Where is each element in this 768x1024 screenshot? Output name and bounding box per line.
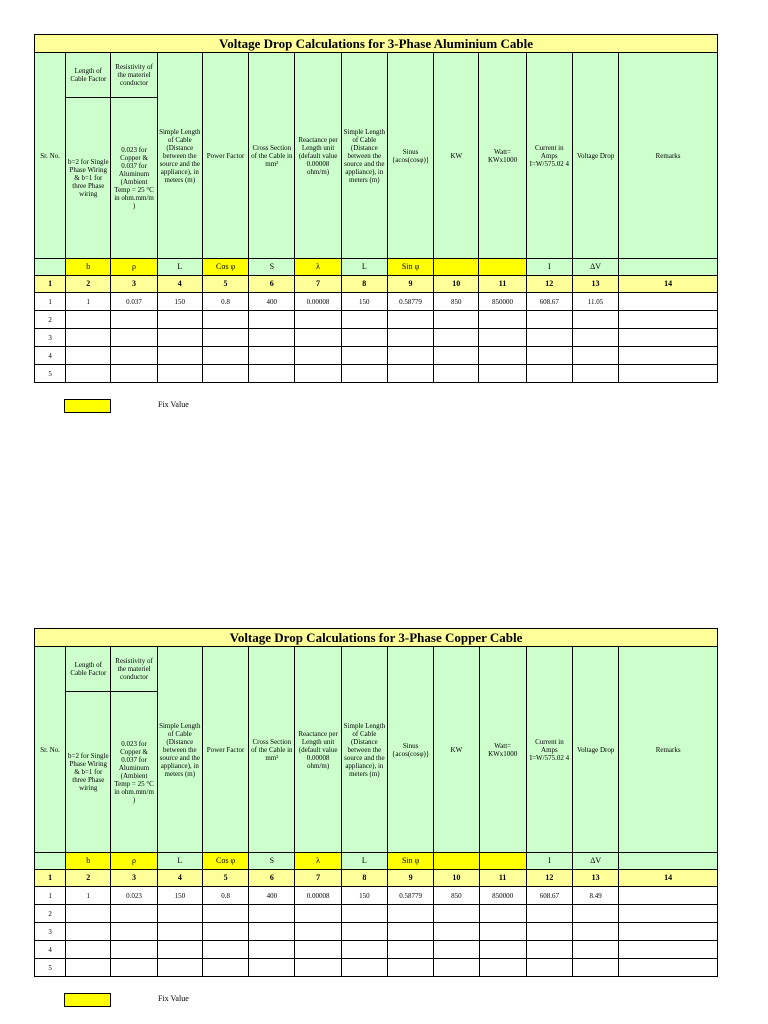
- data-cell[interactable]: [619, 347, 718, 365]
- copper-calc-sheet: [34, 628, 718, 977]
- data-cell[interactable]: [619, 293, 718, 311]
- symbol-cell: Sin φ: [388, 853, 434, 870]
- header-length-factor-detail: b=2 for Single Phase Wiring & b=1 for three Phase wiring: [66, 98, 111, 259]
- data-cell[interactable]: [619, 329, 718, 347]
- legend: [64, 399, 748, 415]
- data-cell[interactable]: [295, 959, 341, 977]
- legend: [64, 993, 748, 1009]
- symbol-cell: I: [526, 259, 572, 276]
- symbol-cell: L: [157, 259, 202, 276]
- header-length-2: Simple Length of Cable (Distance between the source and the appliance), in meters (m): [341, 53, 387, 259]
- data-cell[interactable]: 1: [66, 293, 111, 311]
- legend-label: Fix Value: [158, 400, 189, 409]
- symbol-cell: Cos φ: [202, 259, 248, 276]
- data-cell[interactable]: 608.67: [526, 887, 572, 905]
- data-cell[interactable]: [619, 923, 718, 941]
- data-cell[interactable]: [249, 365, 295, 383]
- data-cell[interactable]: [295, 941, 341, 959]
- header-length-2: Simple Length of Cable (Distance between the source and the appliance), in meters (m): [341, 647, 387, 853]
- data-cell[interactable]: [66, 941, 111, 959]
- data-cell[interactable]: [157, 365, 202, 383]
- row-number: 4: [35, 941, 66, 959]
- data-cell[interactable]: [573, 941, 619, 959]
- data-cell[interactable]: [341, 365, 387, 383]
- aluminium-calc-table: [34, 34, 718, 383]
- data-cell[interactable]: 0.58779: [388, 887, 434, 905]
- header-voltage-drop: Voltage Drop: [573, 647, 619, 853]
- symbol-cell: ρ: [111, 259, 157, 276]
- row-number: 2: [35, 311, 66, 329]
- header-voltage-drop: Voltage Drop: [572, 53, 618, 259]
- data-cell[interactable]: [388, 959, 434, 977]
- data-cell[interactable]: [434, 347, 479, 365]
- header-sr-no: Sr. No.: [35, 647, 66, 853]
- data-cell[interactable]: [111, 905, 157, 923]
- symbol-cell: λ: [295, 853, 341, 870]
- data-cell[interactable]: [387, 311, 433, 329]
- data-cell[interactable]: [295, 311, 341, 329]
- column-number: 2: [66, 870, 111, 887]
- column-number: 5: [202, 870, 248, 887]
- data-cell[interactable]: [202, 311, 248, 329]
- data-cell[interactable]: [387, 365, 433, 383]
- data-cell[interactable]: [434, 923, 479, 941]
- data-cell[interactable]: 150: [341, 293, 387, 311]
- data-cell[interactable]: [479, 941, 526, 959]
- data-cell[interactable]: [111, 959, 157, 977]
- data-cell[interactable]: 850: [434, 293, 479, 311]
- data-cell[interactable]: [66, 347, 111, 365]
- data-cell[interactable]: [573, 923, 619, 941]
- column-number: 2: [66, 276, 111, 293]
- data-cell[interactable]: [434, 311, 479, 329]
- data-cell[interactable]: 608.67: [526, 293, 572, 311]
- data-cell[interactable]: [526, 923, 572, 941]
- table-row: [35, 923, 718, 941]
- symbol-cell: ΔV: [572, 259, 618, 276]
- header-sinus: Sinus {acos(cosφ)}: [388, 647, 434, 853]
- header-power-factor: Power Factor: [202, 53, 248, 259]
- column-number: 12: [526, 276, 572, 293]
- column-number: 8: [341, 276, 387, 293]
- data-cell[interactable]: [479, 923, 526, 941]
- header-kw: KW: [434, 647, 479, 853]
- data-cell[interactable]: [202, 923, 248, 941]
- header-sinus: Sinus {acos(cosφ)}: [387, 53, 433, 259]
- data-cell[interactable]: [202, 365, 248, 383]
- row-number: 4: [35, 347, 66, 365]
- header-current: Current in Amps I=W/575.02 4: [526, 647, 572, 853]
- symbol-cell: L: [341, 259, 387, 276]
- data-cell[interactable]: 0.00008: [295, 887, 341, 905]
- header-resistivity-detail: 0.023 for Copper & 0.037 for Aluminum (Ambient Temp = 25 °C in ohm.mm/m ): [111, 98, 157, 259]
- data-cell[interactable]: [526, 311, 572, 329]
- symbol-cell: Sin φ: [387, 259, 433, 276]
- header-length-factor-detail: b=2 for Single Phase Wiring & b=1 for three Phase wiring: [66, 692, 111, 853]
- table-row: [35, 941, 718, 959]
- data-cell[interactable]: [573, 959, 619, 977]
- fix-value-swatch: [64, 399, 111, 413]
- data-cell[interactable]: [572, 311, 618, 329]
- data-cell[interactable]: 0.8: [202, 887, 248, 905]
- column-number: 3: [111, 870, 157, 887]
- data-cell[interactable]: 0.58779: [387, 293, 433, 311]
- symbol-cell: ρ: [111, 853, 157, 870]
- data-cell[interactable]: [341, 959, 387, 977]
- data-cell[interactable]: 150: [341, 887, 387, 905]
- column-number: 1: [35, 276, 66, 293]
- column-number: 9: [387, 276, 433, 293]
- data-cell[interactable]: [619, 959, 718, 977]
- fix-value-swatch: [64, 993, 111, 1007]
- data-cell[interactable]: [111, 347, 157, 365]
- column-number: 5: [202, 276, 248, 293]
- data-cell[interactable]: [111, 311, 157, 329]
- data-cell[interactable]: 400: [249, 887, 295, 905]
- column-number: 6: [249, 870, 295, 887]
- data-cell[interactable]: [295, 905, 341, 923]
- data-cell[interactable]: 850000: [479, 887, 526, 905]
- data-cell[interactable]: [479, 311, 526, 329]
- header-reactance: Reactance per Length unit (default value 0.00008 ohm/m): [295, 647, 341, 853]
- data-cell[interactable]: [66, 959, 111, 977]
- header-remarks: Remarks: [619, 53, 718, 259]
- header-remarks: Remarks: [619, 647, 718, 853]
- header-current: Current in Amps I=W/575.02 4: [526, 53, 572, 259]
- data-cell[interactable]: [249, 905, 295, 923]
- symbol-cell: λ: [295, 259, 341, 276]
- data-cell[interactable]: [619, 311, 718, 329]
- data-cell[interactable]: 1: [66, 887, 111, 905]
- data-cell[interactable]: [249, 329, 295, 347]
- data-cell[interactable]: 0.023: [111, 887, 157, 905]
- data-cell[interactable]: [526, 347, 572, 365]
- data-cell[interactable]: [66, 905, 111, 923]
- table-row: [35, 887, 718, 905]
- data-cell[interactable]: [66, 365, 111, 383]
- column-number: 7: [295, 276, 341, 293]
- data-cell[interactable]: [249, 923, 295, 941]
- data-cell[interactable]: 8.49: [573, 887, 619, 905]
- data-cell[interactable]: [157, 941, 202, 959]
- data-cell[interactable]: [341, 347, 387, 365]
- data-cell[interactable]: 0.8: [202, 293, 248, 311]
- data-cell[interactable]: [295, 365, 341, 383]
- data-cell[interactable]: [295, 347, 341, 365]
- data-cell[interactable]: [341, 329, 387, 347]
- legend-label: Fix Value: [158, 994, 189, 1003]
- data-cell[interactable]: [479, 329, 526, 347]
- data-cell[interactable]: [66, 311, 111, 329]
- data-cell[interactable]: [249, 959, 295, 977]
- header-resistivity: Resistivity of the materiel conductor: [111, 647, 157, 692]
- header-length-factor: Length of Cable Factor: [66, 53, 111, 98]
- header-length: Simple Length of Cable (Distance between the source and the appliance), in meters (m): [157, 647, 202, 853]
- data-cell[interactable]: [341, 311, 387, 329]
- symbol-cell: [479, 259, 526, 276]
- symbol-cell: [619, 259, 718, 276]
- header-reactance: Reactance per Length unit (default value 0.00008 ohm/m): [295, 53, 341, 259]
- data-cell[interactable]: [295, 923, 341, 941]
- data-cell[interactable]: [572, 329, 618, 347]
- column-number: 14: [619, 276, 718, 293]
- data-cell[interactable]: [202, 347, 248, 365]
- data-cell[interactable]: [202, 329, 248, 347]
- data-cell[interactable]: [341, 923, 387, 941]
- data-cell[interactable]: 1: [35, 887, 66, 905]
- sheet-title: Voltage Drop Calculations for 3-Phase Aluminium Cable: [35, 35, 718, 53]
- data-cell[interactable]: [157, 923, 202, 941]
- column-number: 10: [434, 870, 479, 887]
- column-number: 7: [295, 870, 341, 887]
- data-cell[interactable]: [111, 941, 157, 959]
- data-cell[interactable]: [66, 329, 111, 347]
- data-cell[interactable]: [111, 923, 157, 941]
- symbol-cell: S: [249, 853, 295, 870]
- data-cell[interactable]: [619, 941, 718, 959]
- sheet-title: Voltage Drop Calculations for 3-Phase Copper Cable: [35, 629, 718, 647]
- symbol-cell: [434, 259, 479, 276]
- table-row: [35, 365, 718, 383]
- data-cell[interactable]: [572, 347, 618, 365]
- data-cell[interactable]: [479, 365, 526, 383]
- data-cell[interactable]: [388, 941, 434, 959]
- data-cell[interactable]: [157, 959, 202, 977]
- row-number: 5: [35, 959, 66, 977]
- data-cell[interactable]: [434, 905, 479, 923]
- column-number: 8: [341, 870, 387, 887]
- header-power-factor: Power Factor: [202, 647, 248, 853]
- header-resistivity: Resistivity of the materiel conductor: [111, 53, 157, 98]
- copper-calc-table: [34, 628, 718, 977]
- data-cell[interactable]: [157, 311, 202, 329]
- header-cross-section: Cross Section of the Cable in mm²: [249, 647, 295, 853]
- data-cell[interactable]: 0.00008: [295, 293, 341, 311]
- column-number: 11: [479, 870, 526, 887]
- data-cell[interactable]: 850000: [479, 293, 526, 311]
- data-cell[interactable]: [526, 959, 572, 977]
- column-number: 14: [619, 870, 718, 887]
- data-cell[interactable]: 150: [157, 293, 202, 311]
- table-row: [35, 347, 718, 365]
- data-cell[interactable]: 1: [35, 293, 66, 311]
- table-row: [35, 959, 718, 977]
- data-cell[interactable]: [619, 905, 718, 923]
- data-cell[interactable]: 400: [249, 293, 295, 311]
- table-row: [35, 311, 718, 329]
- symbol-cell: [619, 853, 718, 870]
- data-cell[interactable]: [66, 923, 111, 941]
- row-number: 3: [35, 923, 66, 941]
- data-cell[interactable]: 0.037: [111, 293, 157, 311]
- data-cell[interactable]: [111, 329, 157, 347]
- column-number: 3: [111, 276, 157, 293]
- data-cell[interactable]: [434, 959, 479, 977]
- symbol-cell: L: [157, 853, 202, 870]
- data-cell[interactable]: [479, 959, 526, 977]
- row-number: 5: [35, 365, 66, 383]
- data-cell[interactable]: [202, 905, 248, 923]
- data-cell[interactable]: [388, 905, 434, 923]
- data-cell[interactable]: [479, 347, 526, 365]
- data-cell[interactable]: [434, 329, 479, 347]
- symbol-cell: Cos φ: [202, 853, 248, 870]
- symbol-cell: L: [341, 853, 387, 870]
- header-watt: Watt= KWx1000: [479, 53, 526, 259]
- row-number: 3: [35, 329, 66, 347]
- column-number: 4: [157, 276, 202, 293]
- data-cell[interactable]: [157, 329, 202, 347]
- table-row: [35, 329, 718, 347]
- symbol-cell: I: [526, 853, 572, 870]
- header-kw: KW: [434, 53, 479, 259]
- row-number: 2: [35, 905, 66, 923]
- header-resistivity-detail: 0.023 for Copper & 0.037 for Aluminum (Ambient Temp = 25 °C in ohm.mm/m ): [111, 692, 157, 853]
- data-cell[interactable]: [434, 941, 479, 959]
- data-cell[interactable]: [341, 905, 387, 923]
- data-cell[interactable]: [526, 941, 572, 959]
- data-cell[interactable]: [387, 329, 433, 347]
- aluminium-calc-sheet: [34, 34, 718, 383]
- column-number: 4: [157, 870, 202, 887]
- data-cell[interactable]: [249, 941, 295, 959]
- data-cell[interactable]: [295, 329, 341, 347]
- data-cell[interactable]: [619, 365, 718, 383]
- symbol-cell: [434, 853, 479, 870]
- symbol-cell: [479, 853, 526, 870]
- data-cell[interactable]: [573, 905, 619, 923]
- data-cell[interactable]: 11.05: [572, 293, 618, 311]
- data-cell[interactable]: [157, 347, 202, 365]
- column-number: 11: [479, 276, 526, 293]
- table-row: [35, 293, 718, 311]
- symbol-cell: [35, 259, 66, 276]
- table-row: [35, 905, 718, 923]
- data-cell[interactable]: [249, 311, 295, 329]
- data-cell[interactable]: 150: [157, 887, 202, 905]
- symbol-cell: b: [66, 259, 111, 276]
- column-number: 1: [35, 870, 66, 887]
- symbol-cell: S: [249, 259, 295, 276]
- data-cell[interactable]: [526, 905, 572, 923]
- column-number: 13: [573, 870, 619, 887]
- column-number: 13: [572, 276, 618, 293]
- header-length-factor: Length of Cable Factor: [66, 647, 111, 692]
- column-number: 9: [388, 870, 434, 887]
- symbol-cell: b: [66, 853, 111, 870]
- data-cell[interactable]: [157, 905, 202, 923]
- data-cell[interactable]: [434, 365, 479, 383]
- column-number: 6: [249, 276, 295, 293]
- column-number: 10: [434, 276, 479, 293]
- symbol-cell: [35, 853, 66, 870]
- header-watt: Watt= KWx1000: [479, 647, 526, 853]
- data-cell[interactable]: [572, 365, 618, 383]
- data-cell[interactable]: [526, 365, 572, 383]
- header-sr-no: Sr. No.: [35, 53, 66, 259]
- data-cell[interactable]: [388, 923, 434, 941]
- data-cell[interactable]: 850: [434, 887, 479, 905]
- data-cell[interactable]: [387, 347, 433, 365]
- data-cell[interactable]: [202, 941, 248, 959]
- symbol-cell: ΔV: [573, 853, 619, 870]
- data-cell[interactable]: [111, 365, 157, 383]
- column-number: 12: [526, 870, 572, 887]
- header-length: Simple Length of Cable (Distance between the source and the appliance), in meters (m): [157, 53, 202, 259]
- data-cell[interactable]: [249, 347, 295, 365]
- data-cell[interactable]: [202, 959, 248, 977]
- data-cell[interactable]: [479, 905, 526, 923]
- data-cell[interactable]: [619, 887, 718, 905]
- header-cross-section: Cross Section of the Cable in mm²: [249, 53, 295, 259]
- data-cell[interactable]: [341, 941, 387, 959]
- data-cell[interactable]: [526, 329, 572, 347]
